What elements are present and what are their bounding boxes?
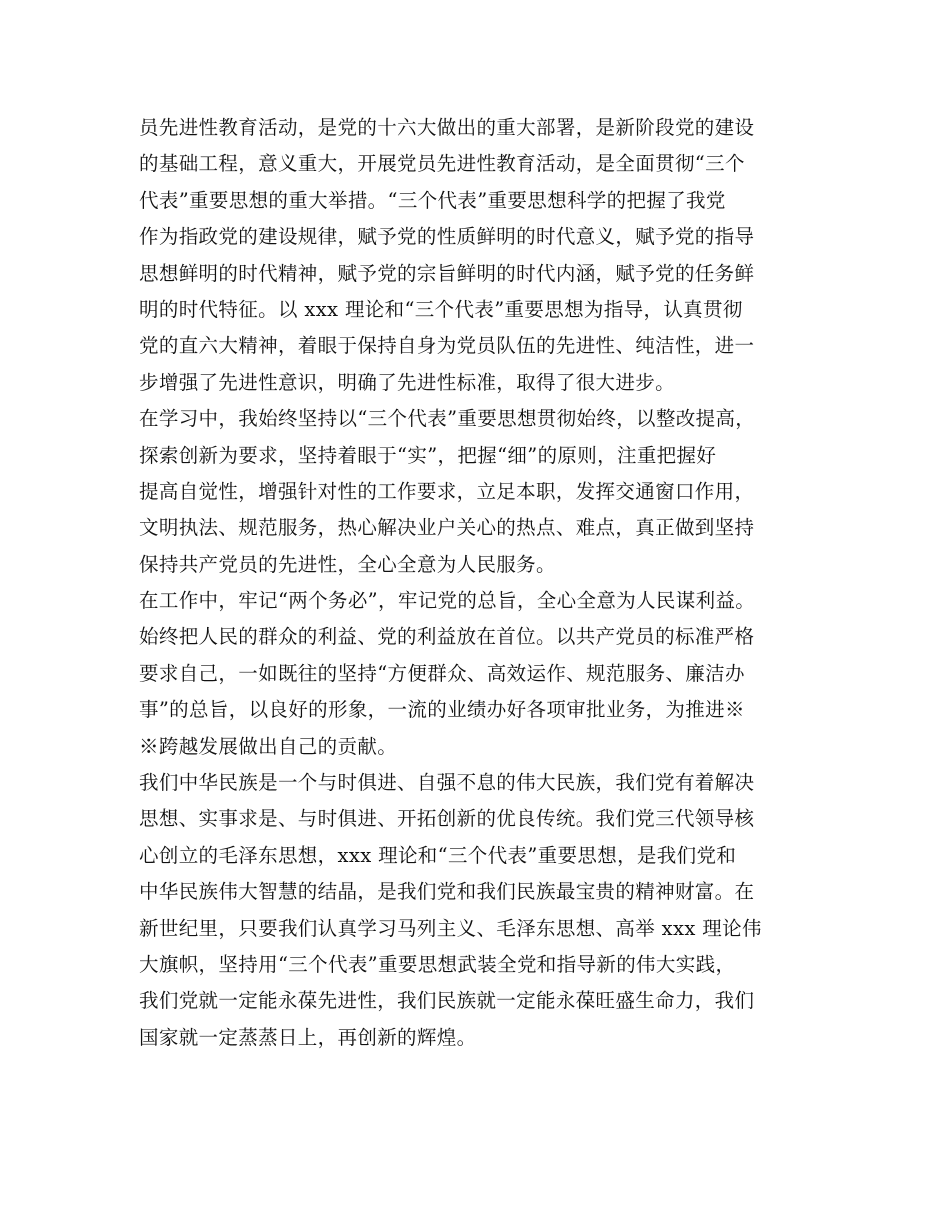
text-line: 中华民族伟大智慧的结晶，是我们党和我们民族最宝贵的精神财富。在 [139,880,755,904]
text-line: 作为指政党的建设规律，赋予党的性质鲜明的时代意义，赋予党的指导 [139,225,755,249]
text-line: 思想、实事求是、与时俱进、开拓创新的优良传统。我们党三代领导核 [139,807,755,831]
text-line: 探索创新为要求，坚持着眼于“实”，把握“细”的原则，注重把握好 [139,443,717,467]
text-line: 事”的总旨，以良好的形象，一流的业绩办好各项审批业务，为推进※ [139,698,745,722]
text-line: 思想鲜明的时代精神，赋予党的宗旨鲜明的时代内涵，赋予党的任务鲜 [139,261,755,285]
text-line: 心创立的毛泽东思想，xxx 理论和“三个代表”重要思想，是我们党和 [139,843,737,867]
text-line: 步增强了先进性意识，明确了先进性标准，取得了很大进步。 [139,370,675,394]
text-line: 文明执法、规范服务，热心解决业户关心的热点、难点，真正做到坚持 [139,516,755,540]
text-line: 要求自己，一如既往的坚持“方便群众、高效运作、规范服务、廉洁办 [139,661,745,685]
text-line: 在学习中，我始终坚持以“三个代表”重要思想贯彻始终，以整改提高， [139,407,756,431]
text-line: 在工作中，牢记“两个务必”，牢记党的总旨，全心全意为人民谋利益。 [139,589,756,613]
text-line: ※跨越发展做出自己的贡献。 [139,734,398,758]
text-line: 始终把人民的群众的利益、党的利益放在首位。以共产党员的标准严格 [139,625,755,649]
text-line: 的基础工程，意义重大，开展党员先进性教育活动，是全面贯彻“三个 [139,152,745,176]
text-line: 国家就一定蒸蒸日上，再创新的辉煌。 [139,1025,477,1049]
text-line: 提高自觉性，增强针对性的工作要求，立足本职，发挥交通窗口作用， [139,479,755,503]
text-line: 党的直六大精神，着眼于保持自身为党员队伍的先进性、纯洁性，进一 [139,334,755,358]
text-line: 我们党就一定能永葆先进性，我们民族就一定能永葆旺盛生命力，我们 [139,989,755,1013]
text-line: 代表”重要思想的重大举措。“三个代表”重要思想科学的把握了我党 [139,188,726,212]
text-line: 员先进性教育活动，是党的十六大做出的重大部署，是新阶段党的建设 [139,116,755,139]
text-line: 明的时代特征。以 xxx 理论和“三个代表”重要思想为指导，认真贯彻 [139,297,743,321]
document-body [139,110,839,1056]
text-line: 大旗帜，坚持用“三个代表”重要思想武装全党和指导新的伟大实践， [139,952,736,976]
text-line: 保持共产党员的先进性，全心全意为人民服务。 [139,552,556,576]
text-line: 新世纪里，只要我们认真学习马列主义、毛泽东思想、高举 xxx 理论伟 [139,916,762,940]
text-line: 我们中华民族是一个与时俱进、自强不息的伟大民族，我们党有着解决 [139,771,755,795]
